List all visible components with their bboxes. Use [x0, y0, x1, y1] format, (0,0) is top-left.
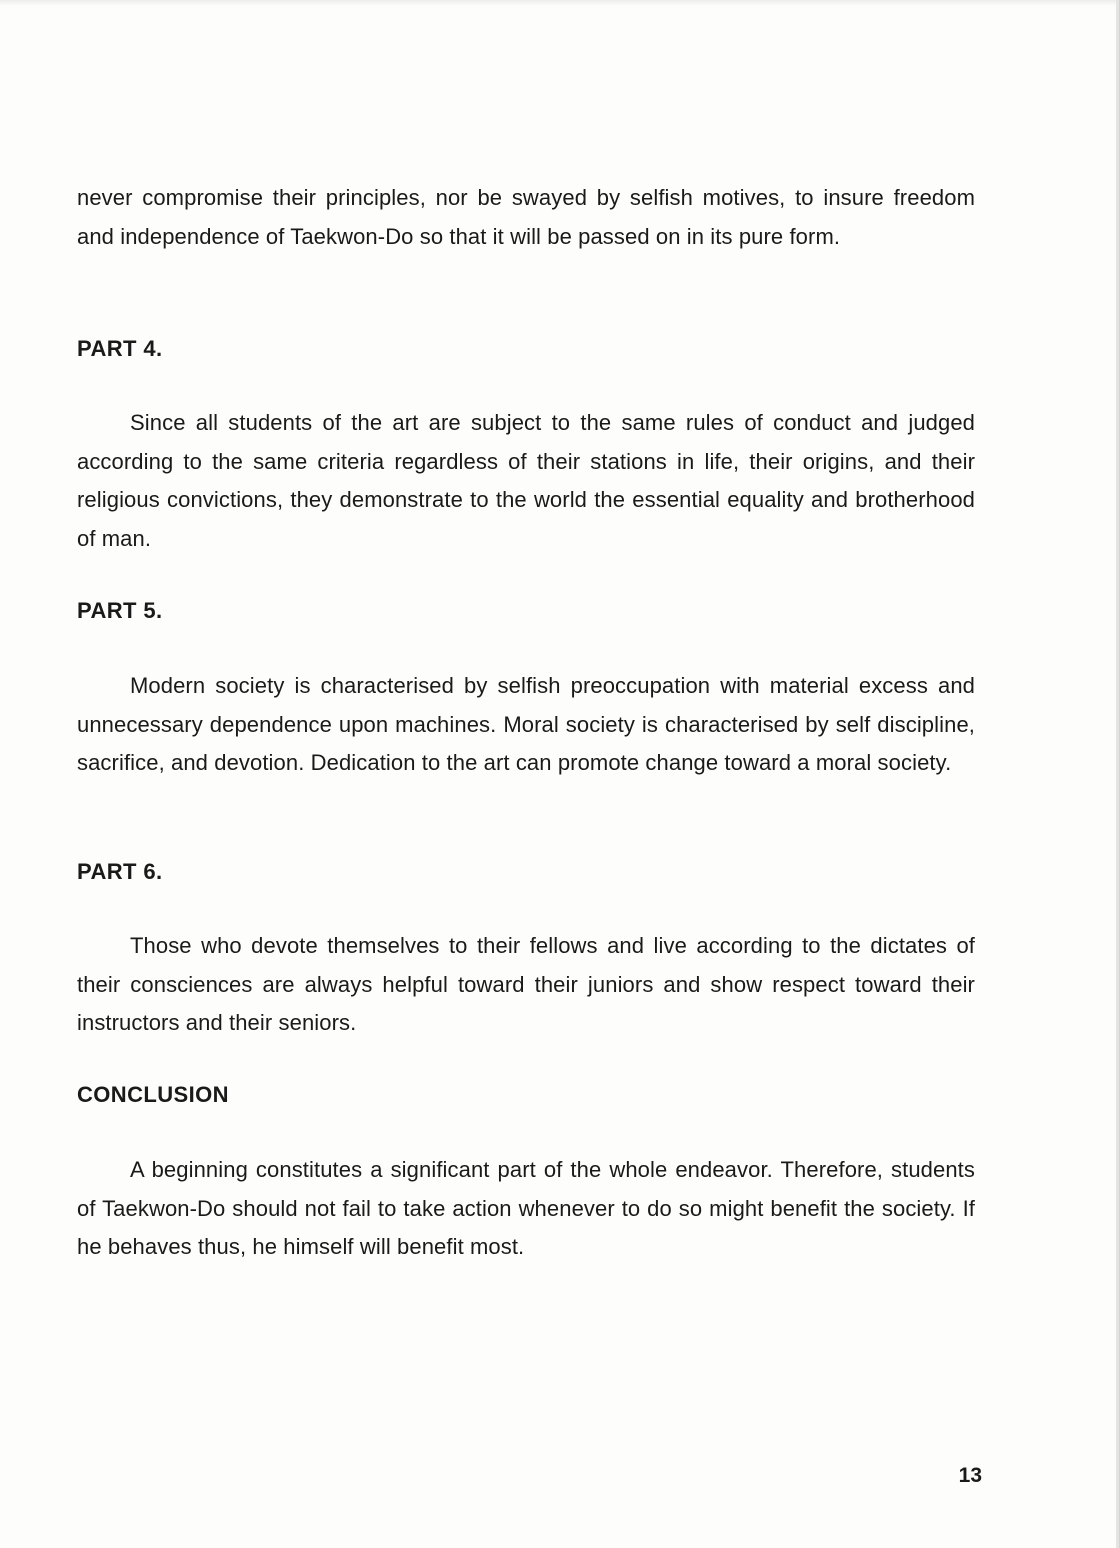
section-heading-part-5: PART 5.: [77, 598, 163, 623]
section-body-part-6: Those who devote themselves to their fellows and live according to the dictates of their consciences are always helpful toward their juniors and show respect toward their instructors and their seniors.: [77, 933, 975, 1035]
section-body-conclusion: A beginning constitutes a significant part of the whole endeavor. Therefore, students of Taekwon-Do should not fail to take action whenever to do so might benefit the society. If he behaves thus, he himself will benefit most.: [77, 1157, 975, 1259]
section-heading-part-4: PART 4.: [77, 336, 163, 361]
section-body-part-4: Since all students of the art are subject to the same rules of conduct and judged according to the same criteria regardless of their stations in life, their origins, and their religious convictions, they demonstrate to the world the essential equality and brotherhood of man.: [77, 410, 975, 551]
section-body-part-5: Modern society is characterised by selfish preoccupation with material excess and unnecessary dependence upon machines. Moral society is characterised by self discipline, sacrifice, and devotion. Dedication to the art can promote change toward a moral society.: [77, 673, 975, 775]
page-number: 13: [958, 1464, 982, 1487]
intro-paragraph: never compromise their principles, nor be swayed by selfish motives, to insure freedom and independence of Taekwon-Do so that it will be passed on in its pure form.: [77, 185, 975, 249]
page-top-edge: [0, 0, 1119, 6]
section-heading-part-6: PART 6.: [77, 859, 163, 884]
section-heading-conclusion: CONCLUSION: [77, 1082, 229, 1107]
